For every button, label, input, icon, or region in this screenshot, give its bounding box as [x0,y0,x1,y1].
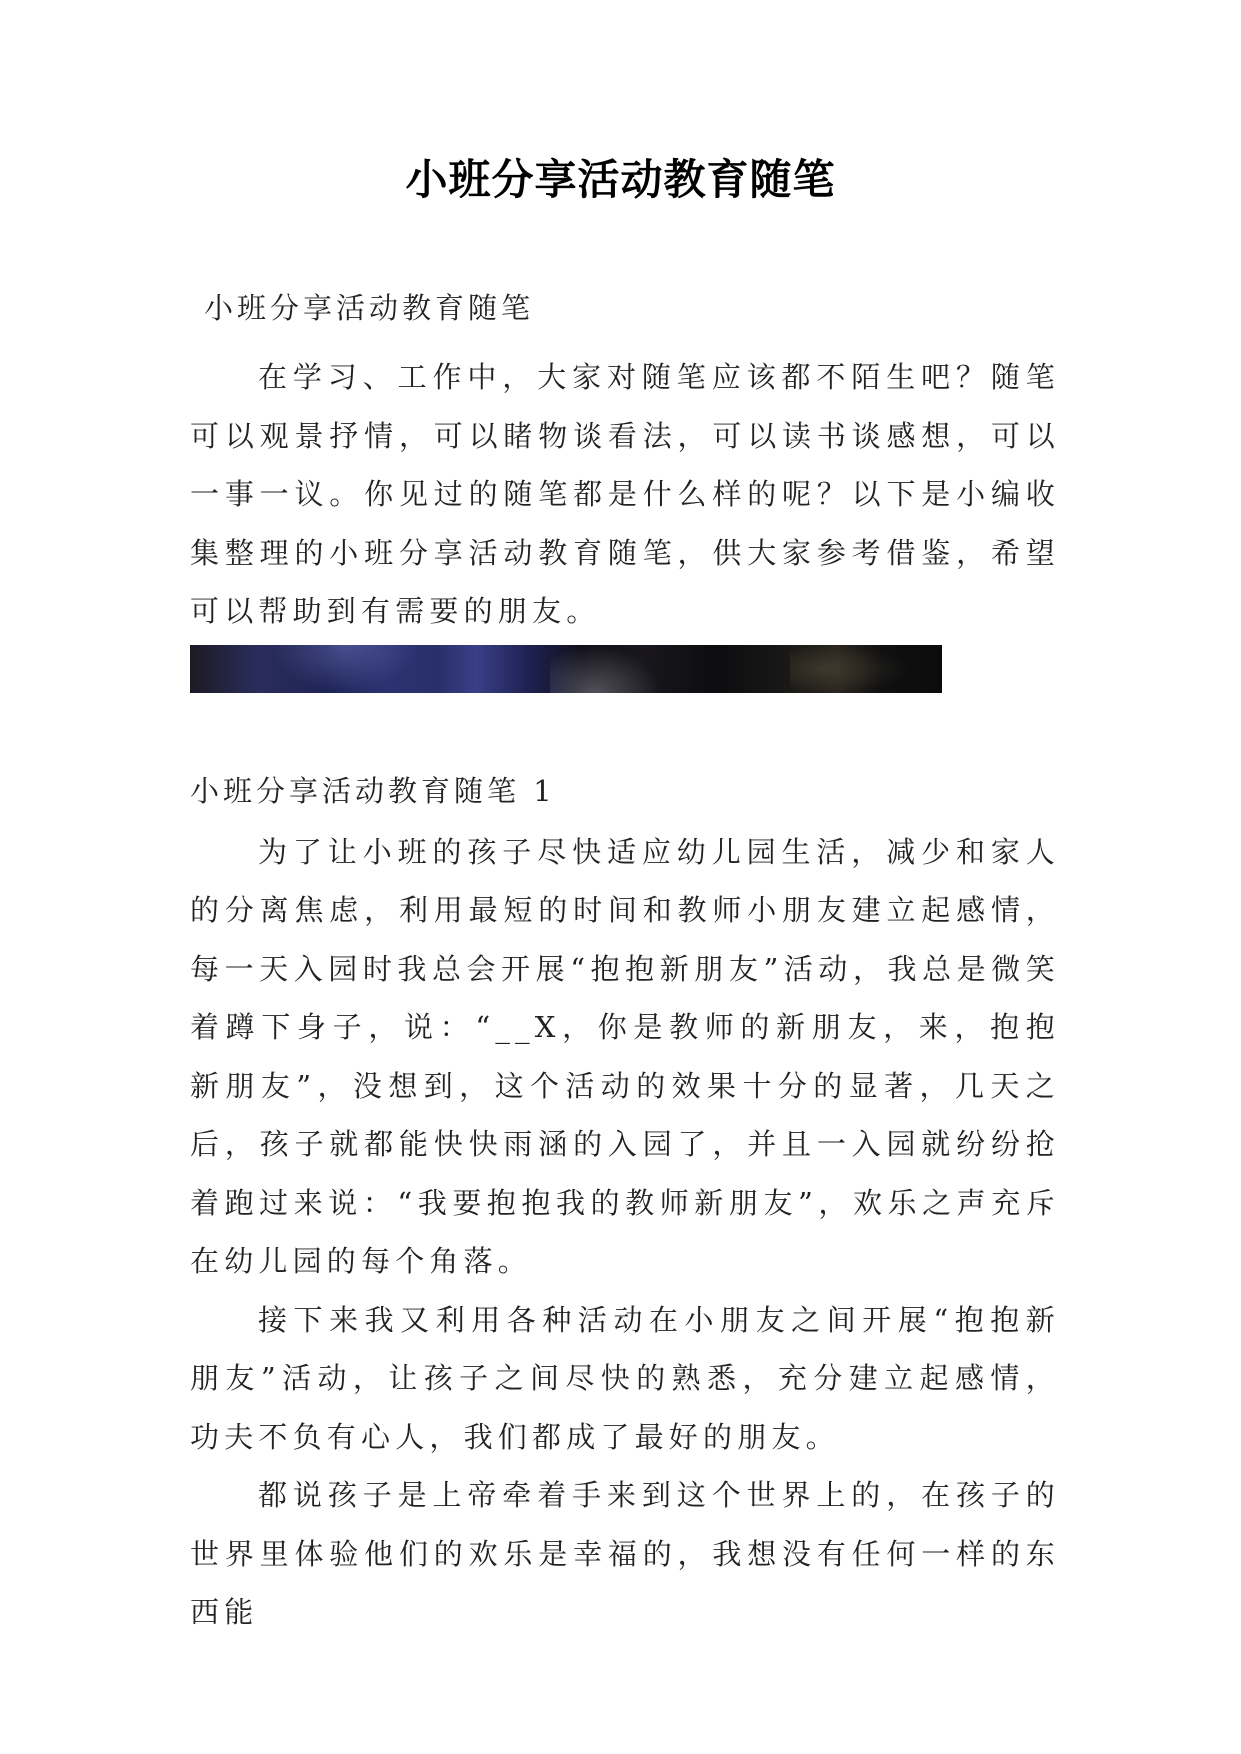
photo-highlight [790,645,910,693]
section-heading: 小班分享活动教育随笔 1 [190,773,556,808]
body-paragraph: 都说孩子是上帝牵着手来到这个世界上的，在孩子的世界里体验他们的欢乐是幸福的，我想没有任何一样的东西能 [190,1478,1060,1629]
intro-paragraph: 在学习、工作中，大家对随笔应该都不陌生吧？随笔可以观景抒情，可以睹物谈看法，可以读书谈感想，可以一事一议。你见过的随笔都是什么样的呢？以下是小编收集整理的小班分享活动教育随笔，供大家参考借鉴，希望可以帮助到有需要的朋友。 [190,360,1060,628]
body-paragraph: 为了让小班的孩子尽快适应幼儿园生活，减少和家人的分离焦虑，利用最短的时间和教师小朋友建立起感情，每一天入园时我总会开展“抱抱新朋友”活动，我总是微笑着蹲下身子，说：“__X，你是教师的新朋友，来，抱抱新朋友”，没想到，这个活动的效果十分的显著，几天之后，孩子就都能快快雨涵的入园了，并且一入园就纷纷抢着跑过来说：“我要抱抱我的教师新朋友”，欢乐之声充斥在幼儿园的每个角落。 [190,834,1060,1278]
document-title: 小班分享活动教育随笔 [405,155,836,204]
photo-highlight [550,645,660,693]
document-subtitle: 小班分享活动教育随笔 [204,291,535,325]
cropped-photo [190,645,942,693]
body-paragraph: 接下来我又利用各种活动在小朋友之间开展“抱抱新朋友”活动，让孩子之间尽快的熟悉，充分建立起感情，功夫不负有心人，我们都成了最好的朋友。 [190,1302,1060,1454]
photo-highlight [270,645,420,693]
document-body [190,288,1060,1642]
